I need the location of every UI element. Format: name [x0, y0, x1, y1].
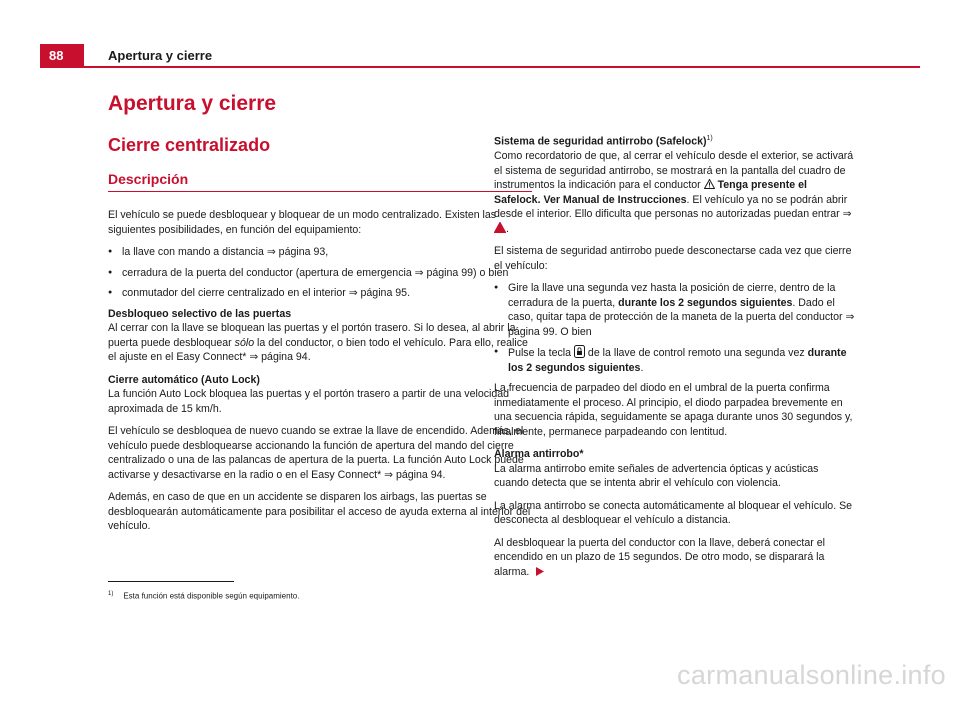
- alarm-title: Alarma antirrobo*: [494, 448, 584, 461]
- alarm-paragraph: Al desbloquear la puerta del conductor con la llave, deberá conectar el encendido en un plazo de 15 segundos. De otro modo, se disparará la alarma.: [494, 536, 825, 578]
- page-number: 88: [40, 44, 84, 68]
- list-item: ● Pulse la tecla de la llave de control remoto una segunda vez durante los 2 segundos siguientes.: [494, 345, 856, 375]
- right-column: [494, 132, 856, 587]
- intro-paragraph: El vehículo se puede desbloquear y bloquear de un modo centralizado. Existen las siguientes posibilidades, en función del equipamiento:: [108, 209, 497, 236]
- subsection-title: Descripción: [108, 171, 189, 187]
- autolock-title: Cierre automático (Auto Lock): [108, 373, 260, 386]
- list-item: ● Gire la llave una segunda vez hasta la posición de cierre, dentro de la cerradura de la puerta, durante los 2 segundos siguientes. Dado el caso, quitar tapa de protección de la maneta de la puerta del conductor ⇒ página 99. O bien: [494, 281, 856, 339]
- list-item: ● conmutador del cierre centralizado en el interior ⇒ página 95.: [108, 286, 532, 301]
- safelock-title: Sistema de seguridad antirrobo (Safelock)$^{1)}$: [494, 135, 713, 148]
- watermark: carmanualsonline.info: [677, 660, 946, 690]
- airbag-paragraph: Además, en caso de que en un accidente se disparen los airbags, las puertas se desbloquearán automáticamente para posibilitar el acceso de ayuda externa al interior del vehículo.: [108, 491, 531, 532]
- selective-unlock-paragraph: Al cerrar con la llave se bloquean las puertas y el portón trasero. Si lo desea, al abrir la puerta puede desbloquear sólo la del conductor, o bien todo el vehículo. Para ello, realice el ajuste en el Easy Connect* ⇒ página 94.: [108, 322, 528, 363]
- footnote-rule: [108, 581, 234, 582]
- list-item: ● la llave con mando a distancia ⇒ página 93,: [108, 245, 532, 260]
- alarm-paragraph: La alarma antirrobo se conecta automáticamente al bloquear el vehículo. Se desconecta al desbloquear el vehículo a distancia.: [494, 499, 853, 527]
- section-title: Cierre centralizado: [108, 135, 271, 155]
- selective-unlock-title: Desbloqueo selectivo de las puertas: [108, 307, 292, 320]
- footnote-ref: 1): [706, 135, 713, 142]
- page-header: [40, 44, 920, 68]
- left-column: [108, 92, 532, 542]
- chapter-title: Apertura y cierre: [108, 92, 277, 115]
- warning-icon: [704, 179, 715, 189]
- subsection-heading: [108, 170, 532, 192]
- warning-link-icon[interactable]: [494, 222, 506, 233]
- safelock-disable-intro: El sistema de seguridad antirrobo puede desconectarse cada vez que cierre el vehículo:: [494, 245, 852, 272]
- autolock-paragraph: El vehículo se desbloquea de nuevo cuando se extrae la llave de encendido. Además, el vehículo puede desbloquearse accionando la función de apertura del mando del cierre centralizado o una de las palancas de apertura de la puerta. La función Auto Lock puede activarse y desactivarse en la radio o en el Easy Connect* ⇒ página 94.: [108, 425, 524, 481]
- continue-arrow-icon: [536, 567, 544, 576]
- running-title: Apertura y cierre: [108, 48, 213, 63]
- safelock-paragraph: Como recordatorio de que, al cerrar el vehículo desde el exterior, se activará el sistema de seguridad antirrobo, se mostrará en la pantalla del cuadro de instrumentos la indicación para el conductor Tenga presente el Safelock. Ver Manual de Instrucciones. El vehículo ya no se podrán abrir desde el interior. Ello dificulta que personas no autorizadas puedan entrar ⇒ .: [494, 150, 854, 235]
- lock-key-icon: [574, 345, 585, 358]
- header-rule: [84, 66, 920, 68]
- autolock-paragraph: La función Auto Lock bloquea las puertas y el portón trasero a partir de una velocidad aproximada de 15 km/h.: [108, 388, 510, 415]
- footnote: $^{1)}$ Esta función está disponible según equipamiento.: [108, 591, 300, 601]
- led-paragraph: La frecuencia de parpadeo del diodo en el umbral de la puerta confirma inmediatamente el proceso. Al principio, el diodo parpadea brevemente en una secuencia rápida, seguidamente se apaga durante unos 30 segundos y, finalmente, permanece parpadeando con lentitud.: [494, 382, 853, 438]
- list-item: ● cerradura de la puerta del conductor (apertura de emergencia ⇒ página 99) o bien: [108, 266, 532, 281]
- alarm-paragraph: La alarma antirrobo emite señales de advertencia ópticas y acústicas cuando detecta que se intenta abrir el vehículo con violencia.: [494, 462, 819, 490]
